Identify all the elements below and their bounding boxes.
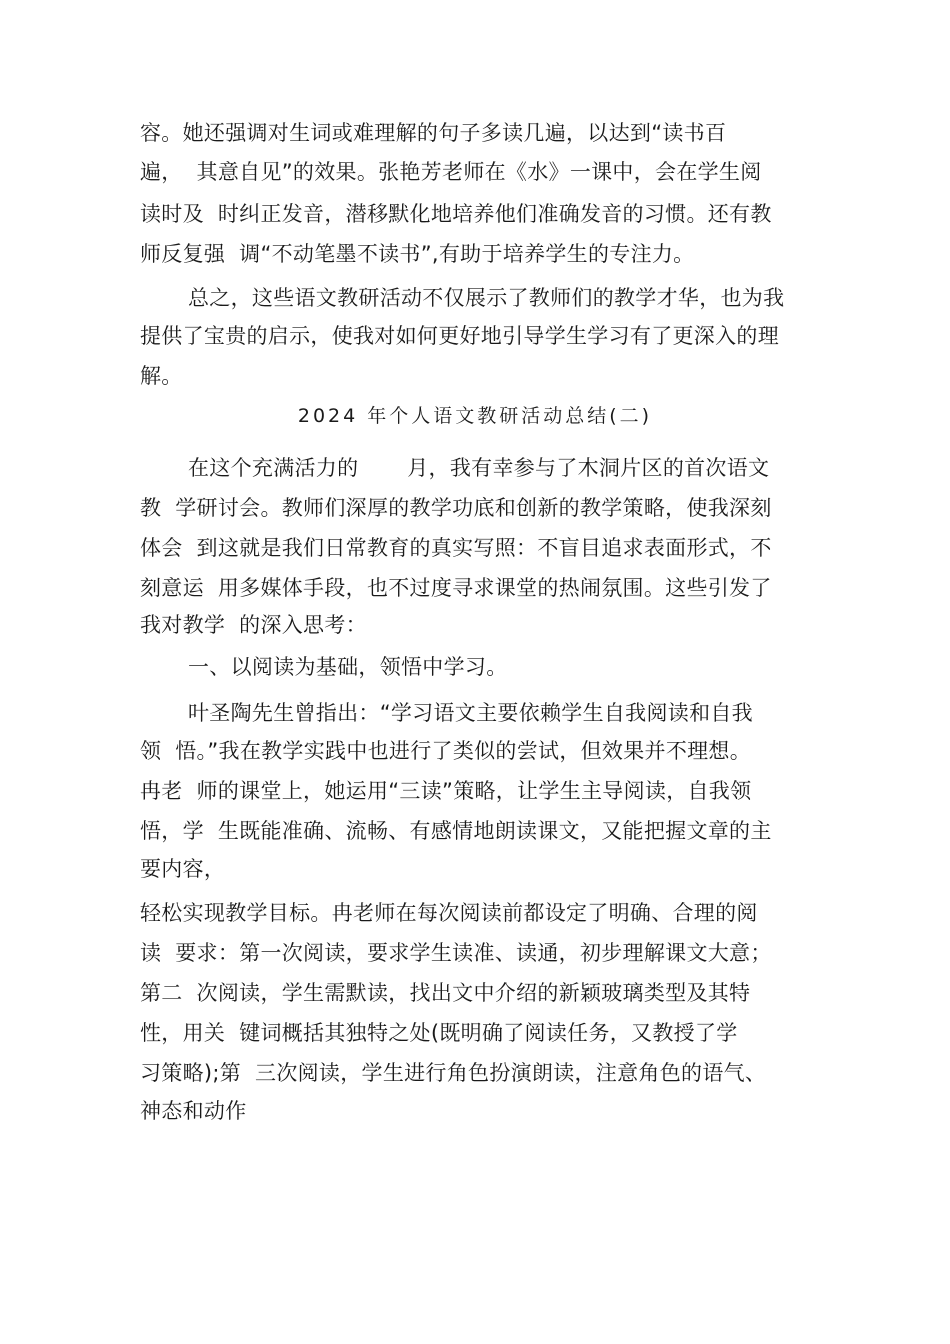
text-line: 解。 [140, 364, 183, 388]
text-line: 冉老 师的课堂上，她运用“三读”策略，让学生主导阅读，自我领 [140, 779, 752, 803]
text-line: 读时及 时纠正发音，潜移默化地培养他们准确发音的习惯。还有教 [140, 202, 772, 226]
text-line: 遍， 其意自见”的效果。张艳芳老师在《水》一课中，会在学生阅 [140, 160, 762, 184]
text-line: 轻松实现教学目标。冉老师在每次阅读前都设定了明确、合理的阅 [140, 901, 758, 925]
text-line: 悟，学 生既能准确、流畅、有感情地朗读课文，又能把握文章的主 [140, 819, 772, 843]
text-line: 读 要求：第一次阅读，要求学生读准、读通，初步理解课文大意； [140, 941, 772, 965]
section-title: 2024 年个人语文教研活动总结(二) [297, 405, 653, 427]
text-line: 容。她还强调对生词或难理解的句子多读几遍，以达到“读书百 [140, 121, 727, 145]
paragraph-first-line: 总之，这些语文教研活动不仅展示了教师们的教学才华，也为我 [188, 286, 785, 310]
text-line: 刻意运 用多媒体手段，也不过度寻求课堂的热闹氛围。这些引发了 [140, 576, 772, 600]
text-line: 领 悟。”我在教学实践中也进行了类似的尝试，但效果并不理想。 [140, 739, 752, 763]
text-line: 第二 次阅读，学生需默读，找出文中介绍的新颖玻璃类型及其特 [140, 981, 751, 1005]
text-line: 教 学研讨会。教师们深厚的教学功底和创新的教学策略，使我深刻 [140, 496, 772, 520]
text-line: 体会 到这就是我们日常教育的真实写照：不盲目追求表面形式，不 [140, 536, 772, 560]
text-line: 性，用关 键词概括其独特之处(既明确了阅读任务，又教授了学 [140, 1021, 738, 1045]
text-line: 师反复强 调“不动笔墨不读书”,有助于培养学生的专注力。 [140, 242, 695, 266]
text-line: 习策略);第 三次阅读，学生进行角色扮演朗读，注意角色的语气、 [140, 1061, 767, 1085]
text-line: 神态和动作 [140, 1099, 247, 1123]
paragraph-first-line: 在这个充满活力的 月，我有幸参与了木洞片区的首次语文 [188, 456, 770, 480]
text-line: 我对教学 的深入思考： [140, 613, 367, 637]
text-line: 提供了宝贵的启示，使我对如何更好地引导学生学习有了更深入的理 [140, 324, 779, 348]
text-line: 要内容， [140, 857, 226, 881]
section-heading: 一、以阅读为基础，领悟中学习。 [188, 655, 508, 679]
paragraph-first-line: 叶圣陶先生曾指出：“学习语文主要依赖学生自我阅读和自我 [188, 701, 753, 725]
